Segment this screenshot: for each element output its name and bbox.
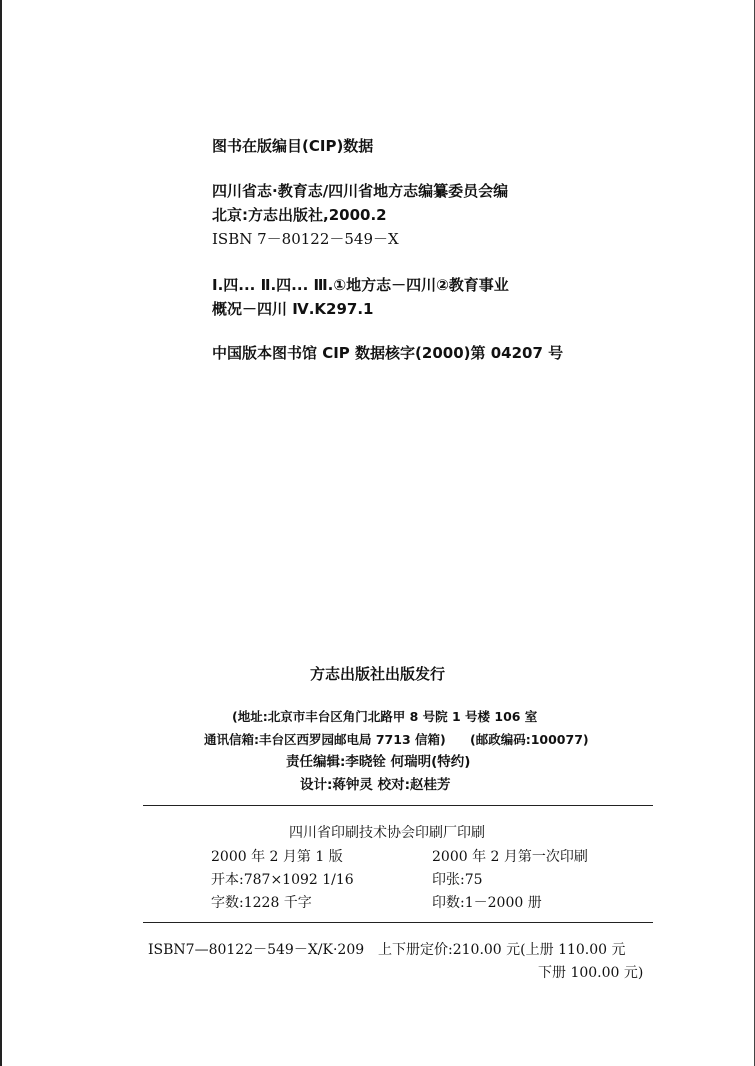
- design-and-proofreading: 设计:蒋钟灵 校对:赵桂芳: [300, 777, 451, 793]
- print-run: 印数:1－2000 册: [432, 895, 542, 911]
- page-left-edge: [0, 0, 2, 1066]
- cip-classification-line-2: 概况－四川 Ⅳ.K297.1: [212, 300, 374, 318]
- printer: 四川省印刷技术协会印刷厂印刷: [289, 825, 485, 841]
- printing: 2000 年 2 月第一次印刷: [432, 849, 588, 865]
- publisher-address: (地址:北京市丰台区角门北路甲 8 号院 1 号楼 106 室: [232, 709, 538, 724]
- word-count: 字数:1228 千字: [211, 895, 312, 911]
- cip-classification-line-1: Ⅰ.四... Ⅱ.四... Ⅲ.①地方志－四川②教育事业: [212, 276, 509, 294]
- edition: 2000 年 2 月第 1 版: [211, 849, 343, 865]
- price-total: 上下册定价:210.00 元(上册 110.00 元: [378, 942, 626, 958]
- cip-heading: 图书在版编目(CIP)数据: [212, 137, 374, 155]
- responsible-editors: 责任编辑:李晓铨 何瑞明(特约): [286, 754, 471, 770]
- price-lower-volume: 下册 100.00 元): [538, 965, 644, 981]
- cip-number: 中国版本图书馆 CIP 数据核字(2000)第 04207 号: [212, 344, 564, 362]
- printed-sheets: 印张:75: [432, 872, 483, 888]
- cip-isbn-line: ISBN 7－80122－549－X: [212, 230, 399, 248]
- publisher-mailbox: 通讯信箱:丰台区西罗园邮电局 7713 信箱): [204, 732, 446, 747]
- isbn-code: ISBN7—80122－549－X/K·209: [148, 942, 365, 958]
- cip-publisher-line: 北京:方志出版社,2000.2: [212, 206, 387, 224]
- format: 开本:787×1092 1/16: [211, 872, 354, 888]
- publisher-name: 方志出版社出版发行: [309, 665, 445, 683]
- divider-top: [143, 805, 653, 806]
- cip-title-line: 四川省志·教育志/四川省地方志编纂委员会编: [212, 182, 509, 200]
- publisher-postcode: (邮政编码:100077): [470, 732, 589, 747]
- divider-bottom: [143, 922, 653, 923]
